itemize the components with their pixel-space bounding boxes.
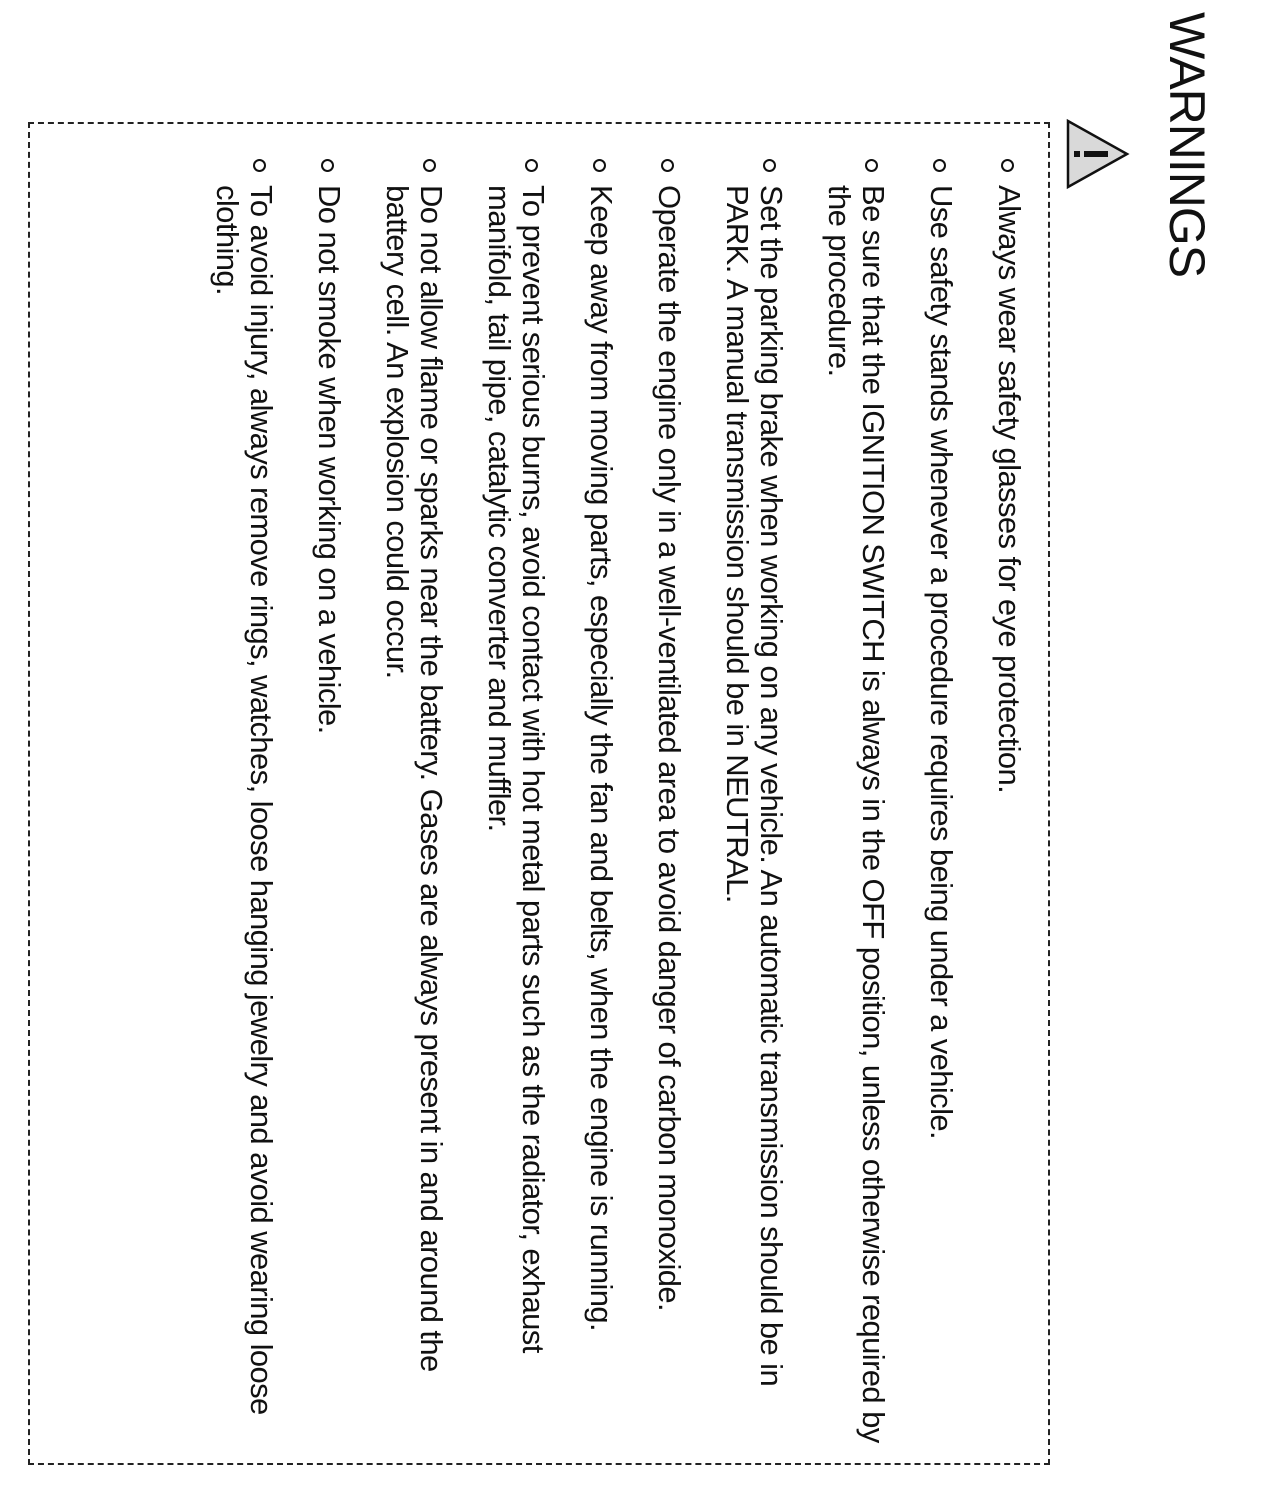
warning-text: To prevent serious burns, avoid contact with hot metal parts such as the radiator, exhaust manifold, tail pipe, catalytic converter and muffler.: [482, 185, 551, 1353]
bullet-circle-icon: [933, 159, 946, 172]
list-item: [380, 159, 448, 1449]
list-item: [584, 159, 618, 1449]
list-item: [652, 159, 686, 1449]
warning-text: Do not allow flame or sparks near the battery. Gases are always present in and around the battery cell. An explosion could occur.: [380, 185, 449, 1372]
warning-text: Keep away from moving parts, especially the fan and belts, when the engine is running.: [584, 185, 619, 1332]
list-item: [822, 159, 890, 1449]
warnings-box: [28, 122, 1050, 1465]
list-item: [482, 159, 550, 1449]
warning-text: To avoid injury, always remove rings, watches, loose hanging jewelry and avoid wearing loose clothing.: [210, 185, 279, 1415]
list-item: [210, 159, 278, 1449]
bullet-circle-icon: [763, 159, 776, 172]
bullet-circle-icon: [321, 159, 334, 172]
warning-text: Set the parking brake when working on any vehicle. An automatic transmission should be in PARK. A manual transmission should be in NEUTRAL.: [720, 185, 789, 1387]
list-item: [312, 159, 346, 1449]
bullet-circle-icon: [593, 159, 606, 172]
page-title: WARNINGS: [1159, 12, 1215, 278]
warnings-list: [176, 159, 1026, 1449]
warning-text: Operate the engine only in a well-ventilated area to avoid danger of carbon monoxide.: [652, 185, 687, 1312]
bullet-circle-icon: [865, 159, 878, 172]
bullet-circle-icon: [423, 159, 436, 172]
list-item: [924, 159, 958, 1449]
warning-text: Always wear safety glasses for eye protection.: [992, 185, 1027, 794]
warning-text: Use safety stands whenever a procedure requires being under a vehicle.: [924, 185, 959, 1140]
warning-triangle-icon: [1064, 118, 1130, 190]
warning-text: Be sure that the IGNITION SWITCH is always in the OFF position, unless otherwise required by the procedure.: [822, 185, 891, 1443]
list-item: [992, 159, 1026, 1449]
bullet-circle-icon: [661, 159, 674, 172]
bullet-circle-icon: [525, 159, 538, 172]
bullet-circle-icon: [253, 159, 266, 172]
bullet-circle-icon: [1001, 159, 1014, 172]
warning-text: Do not smoke when working on a vehicle.: [312, 185, 347, 734]
list-item: [720, 159, 788, 1449]
